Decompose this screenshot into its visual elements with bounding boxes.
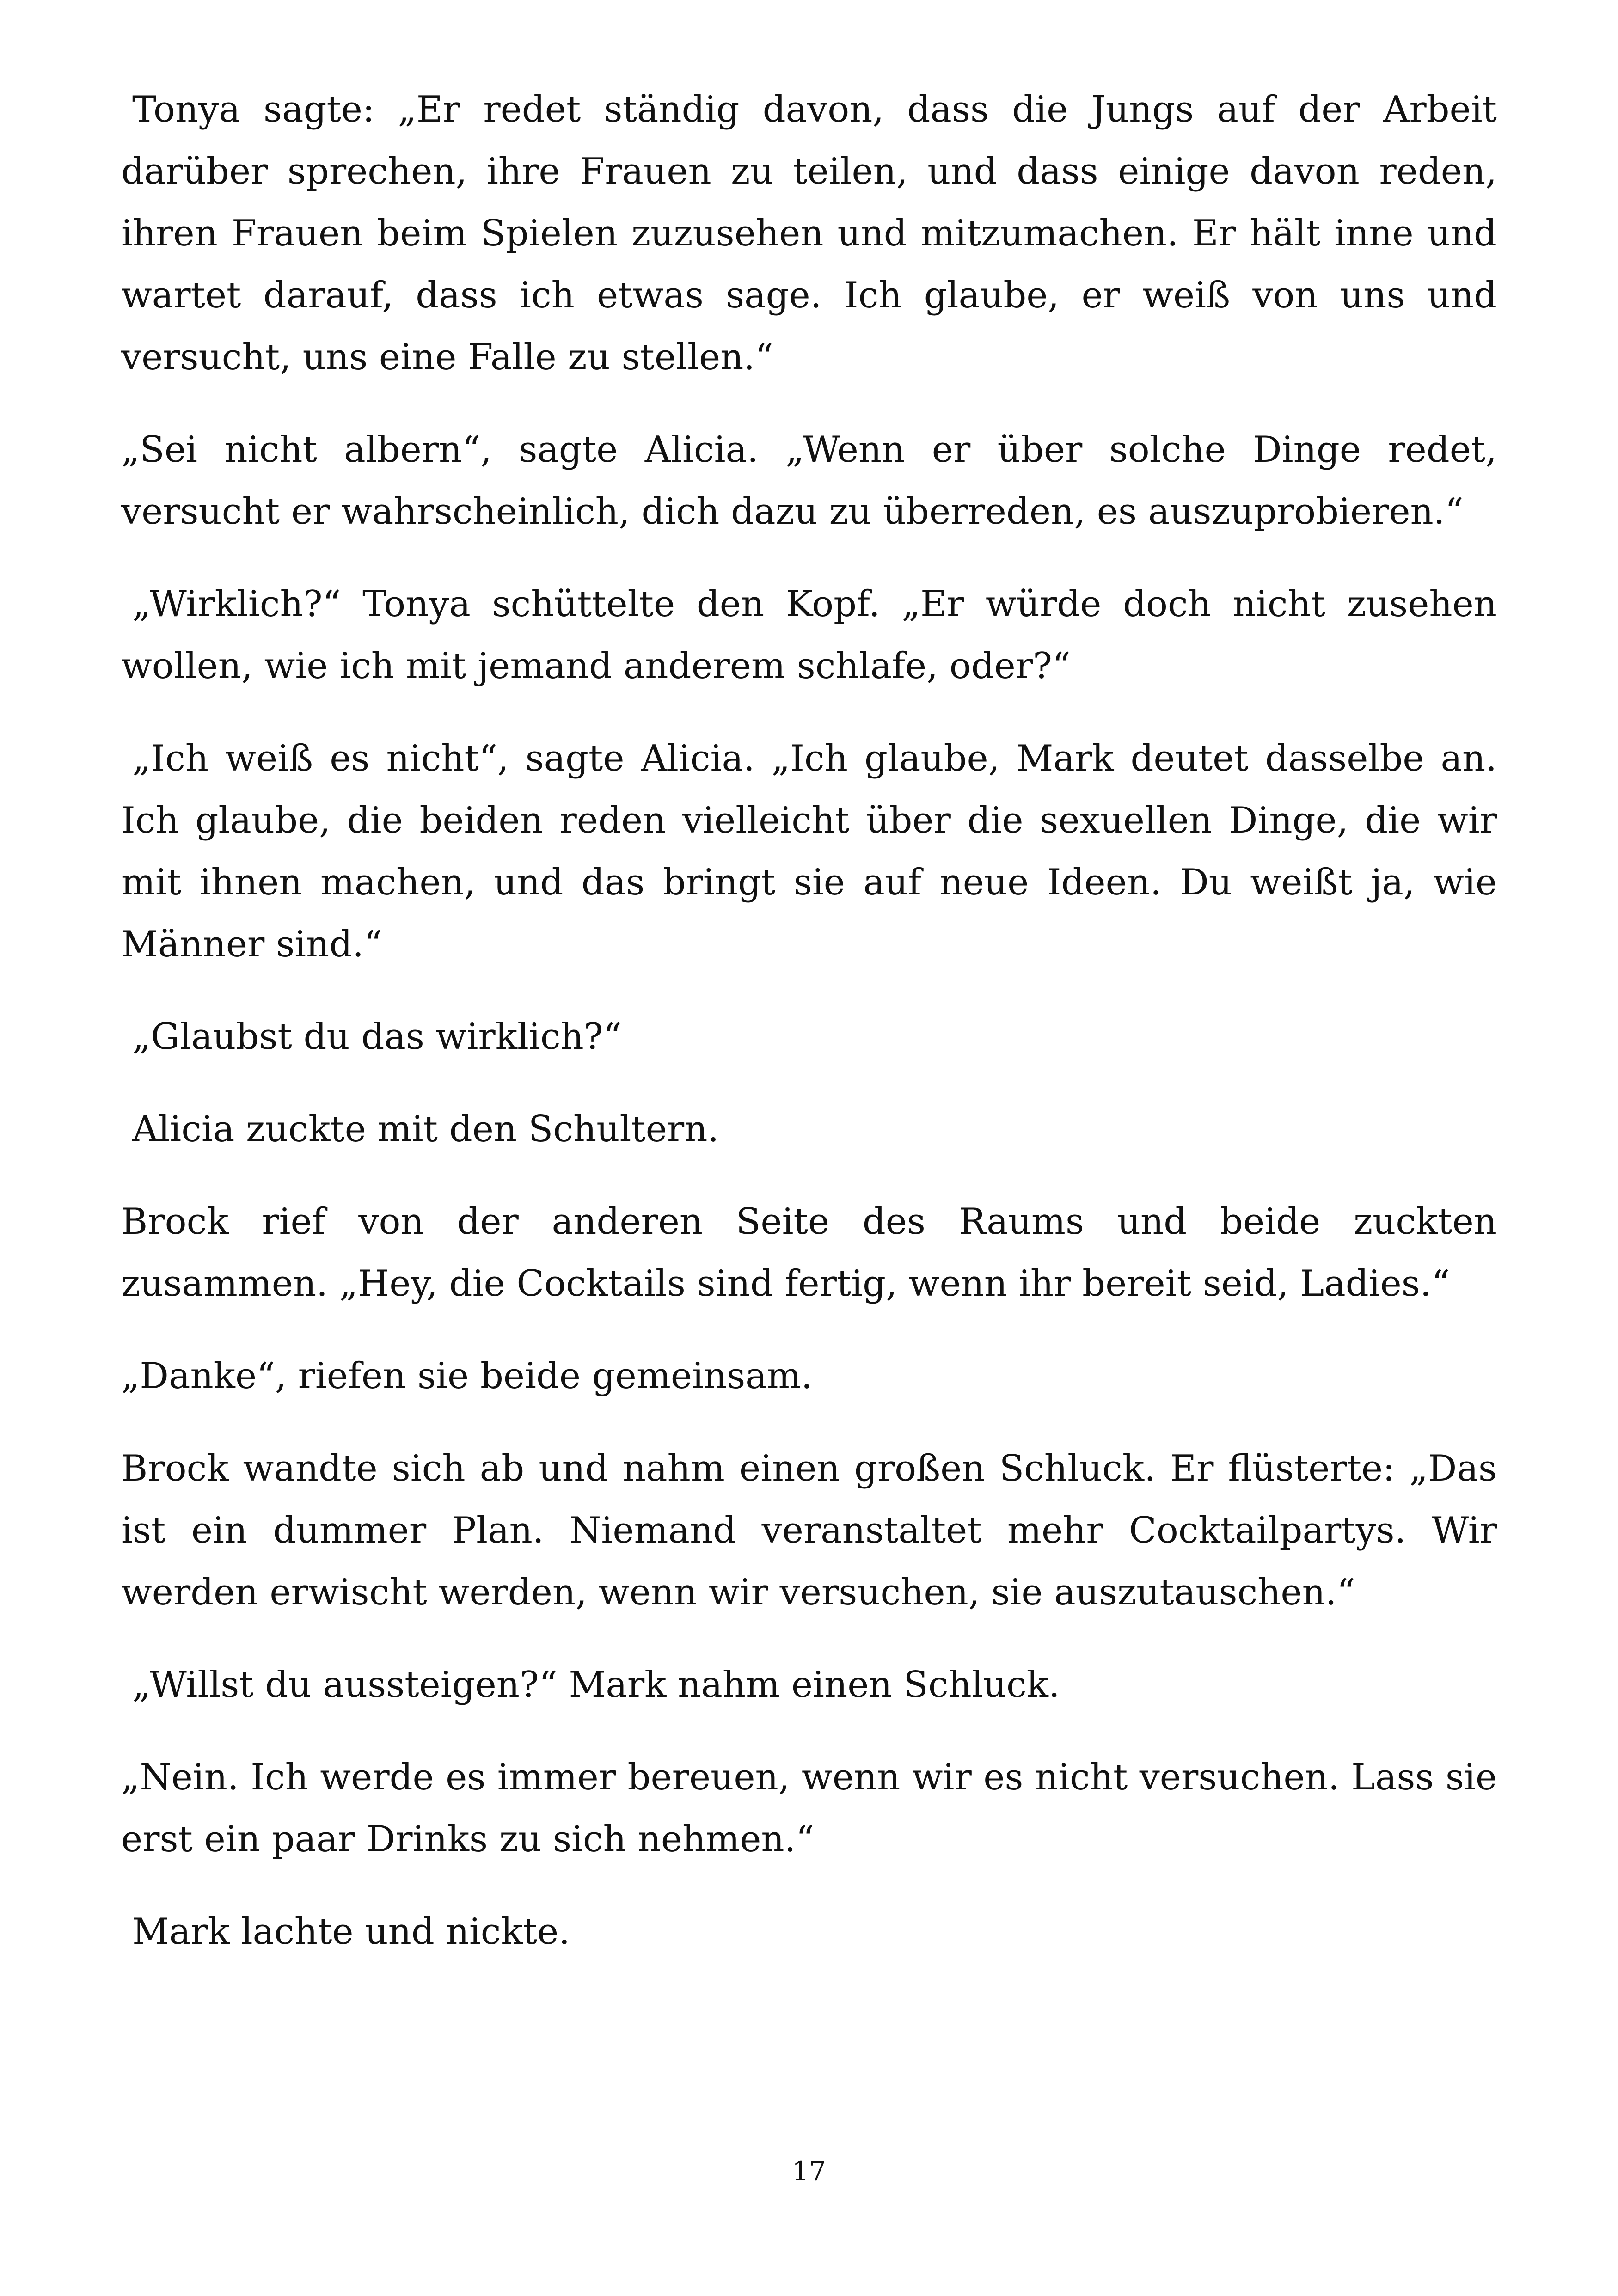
paragraph: Alicia zuckte mit den Schultern. xyxy=(132,1108,719,1150)
paragraph: Brock rief von der anderen Seite des Raums und beide zuckten zusammen. „Hey, die Cocktails sind fertig, wenn ihr bereit seid, Ladies.“ xyxy=(121,1201,1497,1304)
body-text xyxy=(121,79,1497,1993)
paragraph: Tonya sagte: „Er redet ständig davon, dass die Jungs auf der Arbeit darüber sprechen, ihre Frauen zu teilen, und dass einige davon reden, ihren Frauen beim Spielen zuzusehen und mitzumachen. Er hält inne und wartet darauf, dass ich etwas sage. Ich glaube, er weiß von uns und versucht, uns eine Falle zu stellen.“ xyxy=(121,89,1497,378)
paragraph: Brock wandte sich ab und nahm einen großen Schluck. Er flüsterte: „Das ist ein dummer Plan. Niemand veranstaltet mehr Cocktailpartys. Wir werden erwischt werden, wenn wir versuchen, sie auszutauschen.“ xyxy=(121,1448,1497,1613)
paragraph: „Willst du aussteigen?“ Mark nahm einen Schluck. xyxy=(132,1664,1060,1706)
paragraph: Mark lachte und nickte. xyxy=(132,1911,570,1953)
paragraph: „Wirklich?“ Tonya schüttelte den Kopf. „Er würde doch nicht zusehen wollen, wie ich mit jemand anderem schlafe, oder?“ xyxy=(121,583,1497,687)
paragraph: „Sei nicht albern“, sagte Alicia. „Wenn er über solche Dinge redet, versucht er wahrscheinlich, dich dazu zu überreden, es auszuprobieren.“ xyxy=(121,429,1497,533)
page-number: 17 xyxy=(792,2155,826,2187)
paragraph: „Danke“, riefen sie beide gemeinsam. xyxy=(121,1355,813,1397)
paragraph: „Nein. Ich werde es immer bereuen, wenn wir es nicht versuchen. Lass sie erst ein paar Drinks zu sich nehmen.“ xyxy=(121,1757,1497,1860)
paragraph: „Ich weiß es nicht“, sagte Alicia. „Ich glaube, Mark deutet dasselbe an. Ich glaube, die beiden reden vielleicht über die sexuellen Dinge, die wir mit ihnen machen, und das bringt sie auf neue Ideen. Du weißt ja, wie Männer sind.“ xyxy=(121,738,1497,965)
paragraph: „Glaubst du das wirklich?“ xyxy=(132,1016,622,1058)
